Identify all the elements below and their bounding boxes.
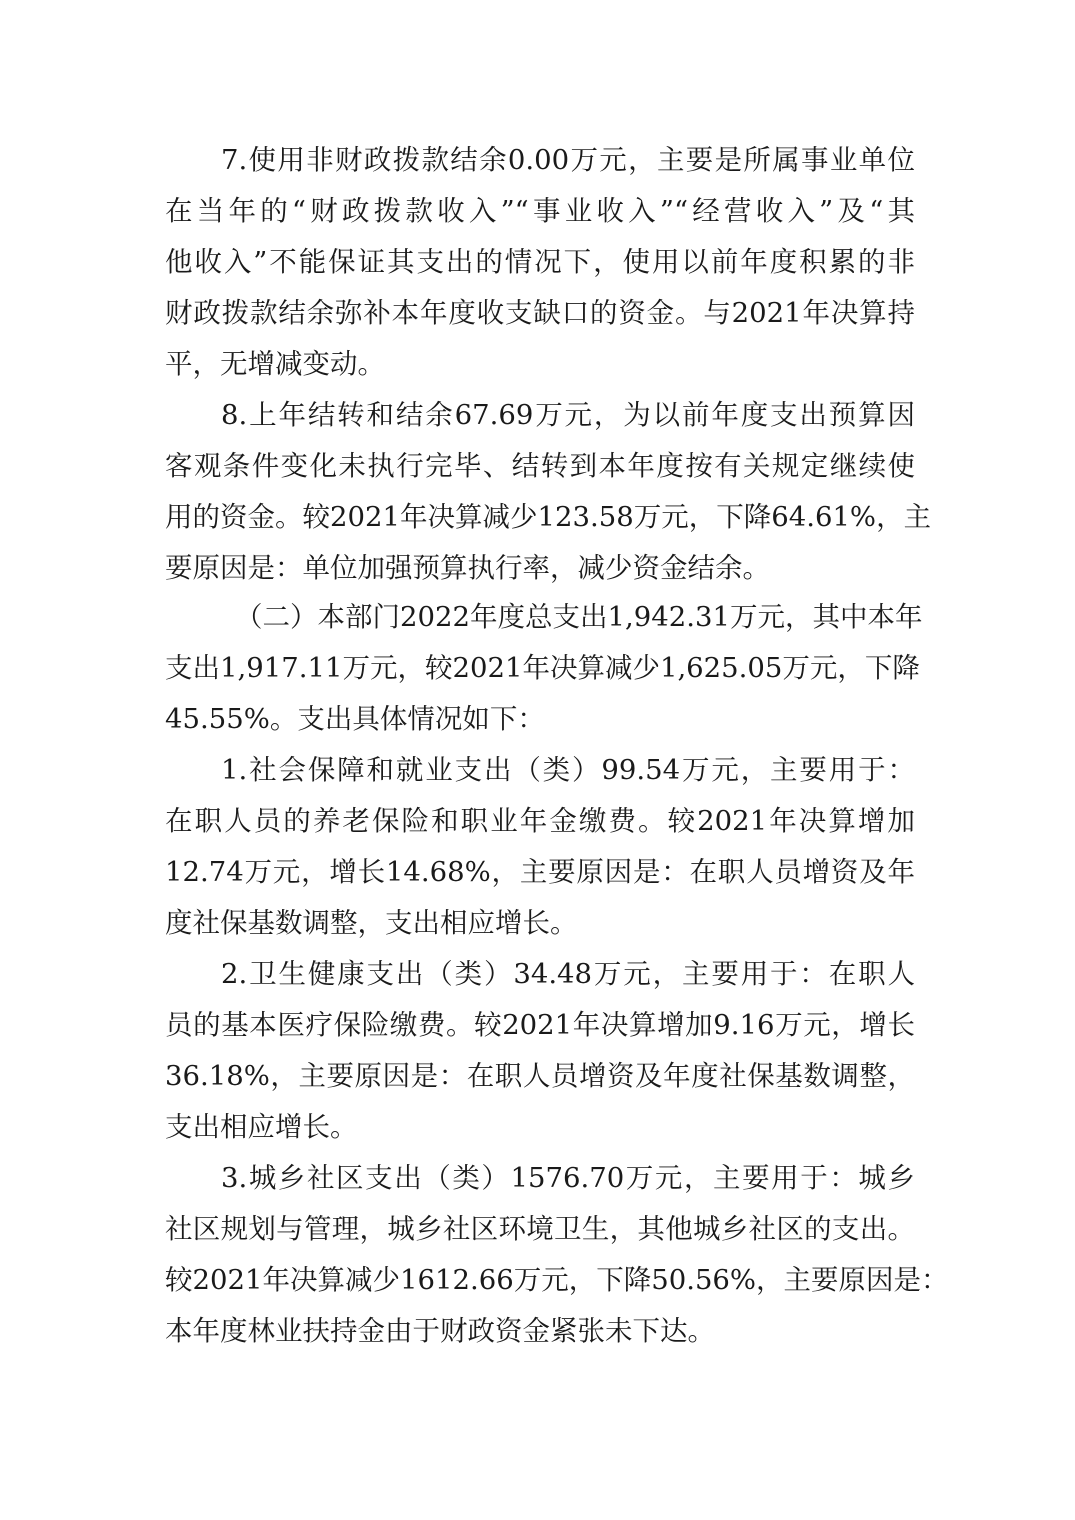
text-line: 45.55%。支出具体情况如下： — [165, 703, 545, 735]
text-line: 8.上年结转和结余67.69万元，为以前年度支出预算因 — [221, 399, 915, 431]
text-line: （二）本部门2022年度总支出1,942.31万元，其中本年 — [235, 601, 923, 633]
text-line: 平，无增减变动。 — [165, 348, 385, 380]
text-line: 36.18%，主要原因是：在职人员增资及年度社保基数调整， — [165, 1060, 915, 1092]
text-line: 员的基本医疗保险缴费。较2021年决算增加9.16万元，增长 — [165, 1009, 915, 1041]
text-line: 度社保基数调整，支出相应增长。 — [165, 907, 578, 939]
text-line: 7.使用非财政拨款结余0.00万元，主要是所属事业单位 — [221, 144, 915, 176]
text-line: 2.卫生健康支出（类）34.48万元，主要用于：在职人 — [221, 958, 915, 990]
text-line: 客观条件变化未执行完毕、结转到本年度按有关规定继续使 — [165, 450, 915, 482]
text-line: 用的资金。较2021年决算减少123.58万元，下降64.61%，主 — [165, 501, 932, 533]
text-line: 本年度林业扶持金由于财政资金紧张未下达。 — [165, 1315, 715, 1347]
expenditure-item-3 — [165, 1153, 949, 1357]
expenditure-item-2 — [165, 949, 915, 1153]
text-line: 他收入”不能保证其支出的情况下，使用以前年度积累的非 — [165, 246, 915, 278]
text-line: 支出1,917.11万元，较2021年决算减少1,625.05万元，下降 — [165, 652, 920, 684]
text-line: 支出相应增长。 — [165, 1111, 358, 1143]
text-line: 较2021年决算减少1612.66万元，下降50.56%，主要原因是： — [165, 1264, 949, 1296]
text-line: 12.74万元，增长14.68%，主要原因是：在职人员增资及年 — [165, 856, 915, 888]
text-line: 要原因是：单位加强预算执行率，减少资金结余。 — [165, 552, 770, 584]
paragraph-item-8 — [165, 390, 932, 594]
text-line: 在职人员的养老保险和职业年金缴费。较2021年决算增加 — [165, 805, 915, 837]
text-line: 财政拨款结余弥补本年度收支缺口的资金。与2021年决算持 — [165, 297, 915, 329]
expenditure-item-1 — [165, 745, 915, 949]
text-line: 社区规划与管理，城乡社区环境卫生，其他城乡社区的支出。 — [165, 1213, 915, 1245]
section-two-paragraph — [165, 592, 923, 745]
text-line: 在当年的“财政拨款收入”“事业收入”“经营收入”及“其 — [165, 195, 915, 227]
paragraph-item-7 — [165, 135, 915, 390]
text-line: 3.城乡社区支出（类）1576.70万元，主要用于：城乡 — [221, 1162, 915, 1194]
text-line: 1.社会保障和就业支出（类）99.54万元，主要用于： — [221, 754, 915, 786]
